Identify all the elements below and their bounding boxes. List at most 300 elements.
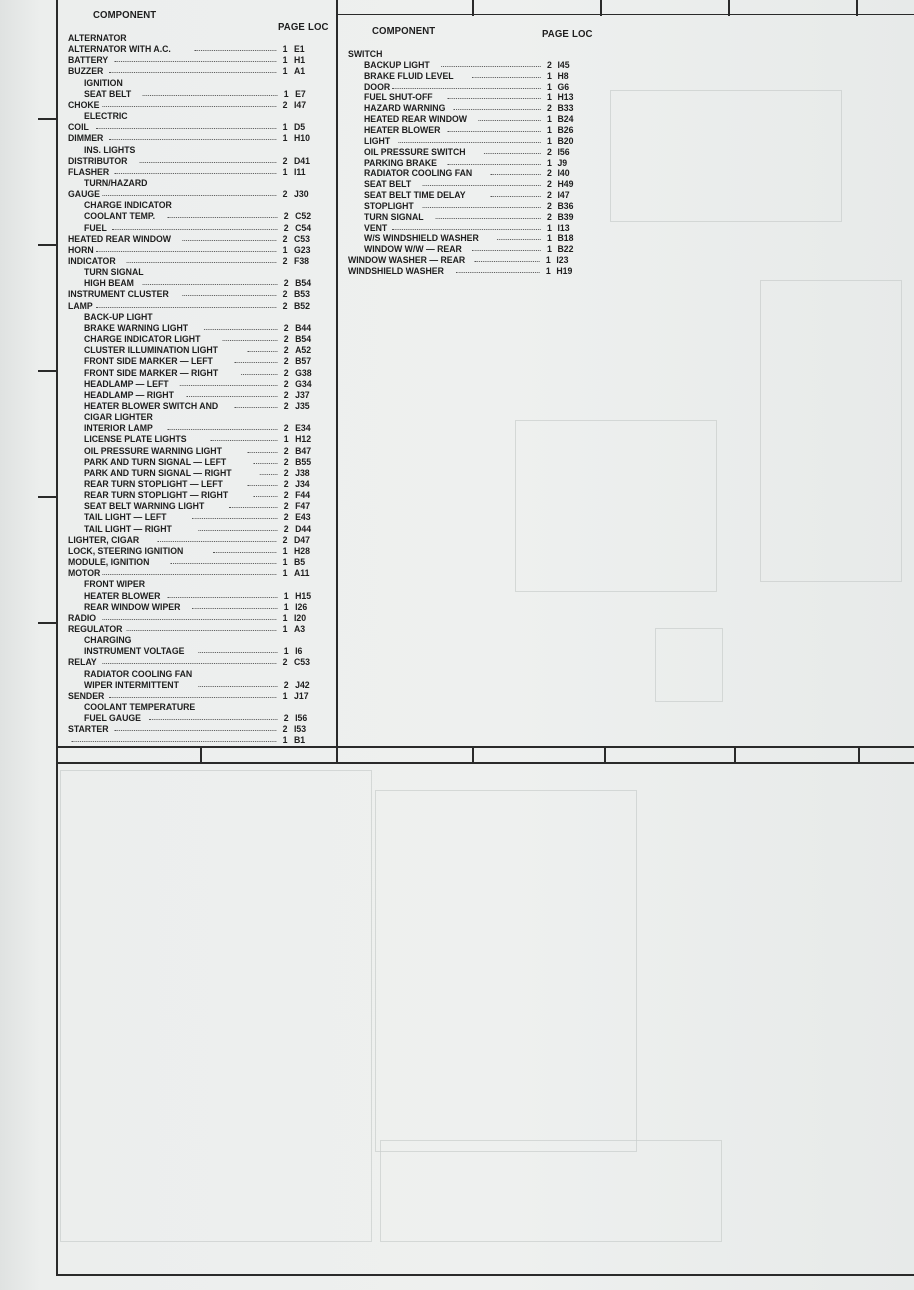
table-bottom-rule xyxy=(56,746,914,748)
grid-location: J34 xyxy=(295,478,310,489)
component-name: PARK AND TURN SIGNAL — RIGHT xyxy=(84,466,232,478)
index-row xyxy=(84,701,323,712)
page-number: 2 xyxy=(283,399,289,411)
page-number: 2 xyxy=(283,511,289,523)
leader-dots xyxy=(168,217,278,218)
index-row xyxy=(84,344,323,355)
index-row xyxy=(68,734,322,745)
index-row xyxy=(84,445,323,456)
grid-location: H15 xyxy=(295,589,312,601)
index-row xyxy=(68,623,322,634)
grid-location: H19 xyxy=(556,265,573,276)
page-number: 2 xyxy=(282,533,288,545)
grid-location: F44 xyxy=(295,489,311,501)
page-number: 2 xyxy=(283,444,289,456)
component-name: REGULATOR xyxy=(68,622,123,634)
leader-dots xyxy=(423,185,541,186)
leader-dots xyxy=(490,196,540,197)
component-name: HORN xyxy=(68,243,94,255)
index-row xyxy=(68,255,322,266)
index-row xyxy=(84,367,323,378)
component-name: INSTRUMENT VOLTAGE xyxy=(84,645,185,657)
grid-location: B24 xyxy=(557,113,574,125)
page-number: 1 xyxy=(283,433,289,445)
component-name: PARKING BRAKE xyxy=(364,156,437,168)
index-row xyxy=(68,545,322,556)
component-name: HIGH BEAM xyxy=(84,277,134,289)
index-row xyxy=(68,54,322,65)
leader-dots xyxy=(235,362,277,363)
grid-tick xyxy=(472,746,474,762)
grid-location: B33 xyxy=(557,102,574,114)
leader-dots xyxy=(170,563,276,564)
page-number: 2 xyxy=(547,189,552,201)
component-name: SENDER xyxy=(68,689,105,701)
leader-dots xyxy=(139,162,276,163)
page-number: 1 xyxy=(547,123,552,135)
leader-dots xyxy=(102,619,276,620)
component-name: FRONT SIDE MARKER — LEFT xyxy=(84,355,213,367)
component-name: LIGHTER, CIGAR xyxy=(68,533,140,545)
component-name: FLASHER xyxy=(68,165,110,177)
leader-dots xyxy=(474,261,539,262)
index-row xyxy=(84,467,323,478)
index-row xyxy=(84,712,323,723)
index-row xyxy=(84,500,323,511)
grid-location: I6 xyxy=(295,645,303,657)
page-number: 2 xyxy=(282,255,288,266)
grid-location: D47 xyxy=(293,533,310,545)
page-number: 2 xyxy=(283,355,289,367)
page-number: 2 xyxy=(547,145,552,157)
component-name: MODULE, IGNITION xyxy=(68,556,150,568)
index-row xyxy=(68,612,322,623)
page-number: 2 xyxy=(283,210,289,222)
index-row xyxy=(68,132,322,143)
index-row xyxy=(68,43,322,54)
leader-dots xyxy=(448,98,541,99)
component-name: CHARGING xyxy=(84,634,132,646)
grid-location: I47 xyxy=(557,189,570,201)
leader-dots xyxy=(213,552,276,553)
index-row xyxy=(84,679,323,690)
page-number: 2 xyxy=(547,102,552,114)
index-row xyxy=(84,322,323,333)
grid-location: A11 xyxy=(293,567,310,579)
leader-dots xyxy=(109,72,277,73)
page-number: 1 xyxy=(282,689,288,701)
index-row xyxy=(84,578,323,589)
component-name: TURN SIGNAL xyxy=(84,266,144,278)
page-number: 2 xyxy=(283,478,289,489)
leader-dots xyxy=(253,496,277,497)
margin-tick xyxy=(38,118,56,120)
grid-location: I11 xyxy=(293,165,306,177)
page-number: 1 xyxy=(282,65,288,77)
grid-tick xyxy=(600,0,602,16)
index-row xyxy=(68,155,322,166)
leader-dots xyxy=(456,272,540,273)
grid-location: B18 xyxy=(557,232,574,244)
index-row xyxy=(364,102,585,113)
index-row xyxy=(84,144,323,155)
page-number: 2 xyxy=(283,466,289,478)
index-row xyxy=(68,723,322,734)
leader-dots xyxy=(478,120,540,121)
grid-location: I20 xyxy=(293,611,307,623)
page-number: 1 xyxy=(282,622,288,634)
component-name: OIL PRESSURE SWITCH xyxy=(364,145,466,157)
grid-tick xyxy=(200,746,202,762)
component-name: BUZZER xyxy=(68,65,104,77)
column-divider xyxy=(336,0,338,762)
leader-dots xyxy=(127,630,276,631)
index-row xyxy=(84,668,323,679)
leader-dots xyxy=(149,719,277,720)
grid-location: B54 xyxy=(295,333,312,345)
index-row xyxy=(68,65,322,76)
leader-dots xyxy=(229,507,278,508)
leader-dots xyxy=(115,730,277,731)
index-row xyxy=(348,265,584,276)
component-name: CHARGE INDICATOR LIGHT xyxy=(84,333,201,345)
page-number: 1 xyxy=(282,611,288,623)
leader-dots xyxy=(115,61,277,62)
page-number: 1 xyxy=(545,265,551,276)
page-number: 2 xyxy=(283,712,289,724)
index-row xyxy=(364,200,585,211)
component-name: INSTRUMENT CLUSTER xyxy=(68,288,169,300)
leader-dots xyxy=(192,608,277,609)
index-row xyxy=(68,690,322,701)
component-name: SEAT BELT WARNING LIGHT xyxy=(84,500,205,512)
page-number: 1 xyxy=(282,54,288,66)
component-name: FRONT WIPER xyxy=(84,578,146,590)
index-row xyxy=(84,400,323,411)
leader-dots xyxy=(112,229,277,230)
page-number: 1 xyxy=(547,69,552,81)
grid-location: H1 xyxy=(293,54,306,66)
grid-tick xyxy=(856,0,858,16)
component-name: SWITCH xyxy=(348,48,383,59)
grid-location: E7 xyxy=(295,87,306,99)
component-name: DISTRIBUTOR xyxy=(68,154,128,166)
index-row xyxy=(84,634,323,645)
grid-location: J9 xyxy=(557,156,568,168)
leader-dots xyxy=(109,697,277,698)
component-name: BACK-UP LIGHT xyxy=(84,310,153,322)
component-name: STARTER xyxy=(68,723,109,735)
grid-location: D44 xyxy=(295,522,312,534)
grid-location: B52 xyxy=(293,299,310,311)
page-number: 2 xyxy=(283,522,289,534)
leader-dots xyxy=(472,250,541,251)
grid-location: I45 xyxy=(557,58,570,70)
leader-dots xyxy=(241,374,277,375)
grid-location: H28 xyxy=(293,544,310,556)
index-row xyxy=(84,590,323,601)
index-row xyxy=(84,355,323,366)
grid-location: J35 xyxy=(295,399,310,411)
page-number: 2 xyxy=(283,489,289,501)
page-number: 2 xyxy=(547,178,552,190)
index-row xyxy=(364,70,585,81)
leader-dots xyxy=(472,77,541,78)
grid-location: J42 xyxy=(295,678,310,690)
leader-dots xyxy=(454,109,541,110)
leader-dots xyxy=(180,385,278,386)
component-name: BRAKE WARNING LIGHT xyxy=(84,321,189,333)
grid-location: D41 xyxy=(293,154,310,166)
page-number: 2 xyxy=(547,210,552,222)
index-row xyxy=(84,411,323,422)
component-name: OIL PRESSURE WARNING LIGHT xyxy=(84,444,222,456)
page-number: 1 xyxy=(283,87,289,99)
leader-dots xyxy=(441,66,540,67)
leader-dots xyxy=(127,262,276,263)
page-number: 2 xyxy=(547,167,552,179)
grid-location: C52 xyxy=(295,210,312,222)
page-number: 2 xyxy=(283,388,289,400)
page-number: 2 xyxy=(282,656,288,668)
page-number: 1 xyxy=(547,243,552,255)
leader-dots xyxy=(143,95,277,96)
index-row xyxy=(364,211,585,222)
page-number: 1 xyxy=(547,91,552,103)
component-name: INS. LIGHTS xyxy=(84,143,136,155)
component-name: LOCK, STEERING IGNITION xyxy=(68,544,184,556)
page-number: 1 xyxy=(547,134,552,146)
grid-location: H8 xyxy=(557,69,569,81)
page-number: 2 xyxy=(283,344,289,356)
page-number: 2 xyxy=(283,455,289,467)
grid-location: I23 xyxy=(556,254,569,266)
component-name: MOTOR xyxy=(68,567,101,579)
grid-location: B53 xyxy=(293,288,310,300)
index-row xyxy=(364,135,585,146)
grid-location: C53 xyxy=(293,656,310,668)
grid-location: H49 xyxy=(557,178,574,190)
index-row xyxy=(364,243,585,254)
grid-location: B57 xyxy=(295,355,312,367)
index-row xyxy=(84,277,323,288)
component-name: SEAT BELT xyxy=(364,178,412,190)
grid-location: A52 xyxy=(295,344,312,356)
leader-dots xyxy=(247,351,277,352)
component-name: RADIATOR COOLING FAN xyxy=(84,667,193,679)
component-name: HEATED REAR WINDOW xyxy=(364,113,468,125)
page-number: 1 xyxy=(547,232,552,244)
index-row xyxy=(364,222,585,233)
index-row xyxy=(364,91,585,102)
grid-location: E1 xyxy=(293,43,305,55)
component-name: HEATED REAR WINDOW xyxy=(68,232,172,244)
leader-dots xyxy=(198,530,277,531)
index-row xyxy=(84,601,323,612)
index-row xyxy=(68,567,322,578)
leader-dots xyxy=(392,229,540,230)
leader-dots xyxy=(198,652,277,653)
leader-dots xyxy=(247,485,277,486)
component-name: TURN/HAZARD xyxy=(84,176,148,188)
index-row xyxy=(84,489,323,500)
index-row xyxy=(364,81,585,92)
page-number: 1 xyxy=(282,121,288,133)
component-name: REAR WINDOW WIPER xyxy=(84,600,181,612)
index-row xyxy=(84,422,323,433)
component-name: COOLANT TEMP. xyxy=(84,210,156,222)
page-number: 1 xyxy=(545,254,551,266)
component-name: SEAT BELT TIME DELAY xyxy=(364,189,466,201)
grid-location: I13 xyxy=(557,221,570,233)
grid-location: A1 xyxy=(293,65,306,77)
page-number: 1 xyxy=(547,80,552,92)
component-name: BACKUP LIGHT xyxy=(364,58,430,70)
leader-dots xyxy=(168,597,278,598)
component-name: FUEL GAUGE xyxy=(84,712,142,724)
index-row xyxy=(84,378,323,389)
leader-dots xyxy=(423,207,541,208)
grid-location: B44 xyxy=(295,321,312,333)
index-row xyxy=(84,88,323,99)
component-name: GAUGE xyxy=(68,188,100,200)
leader-dots xyxy=(182,240,276,241)
leader-dots xyxy=(247,452,277,453)
page-number: 1 xyxy=(282,243,288,255)
grid-location: B55 xyxy=(295,455,312,467)
index-row xyxy=(84,266,323,277)
page-number: 2 xyxy=(547,58,552,70)
component-name: BATTERY xyxy=(68,54,109,66)
leader-dots xyxy=(223,340,278,341)
page-number: 1 xyxy=(283,589,289,601)
grid-location: H10 xyxy=(293,132,310,144)
leader-dots xyxy=(204,329,277,330)
index-row xyxy=(84,645,323,656)
grid-location: B5 xyxy=(293,556,306,568)
grid-location: J37 xyxy=(295,388,310,400)
grid-location: B1 xyxy=(293,734,306,746)
page-number: 2 xyxy=(283,321,289,333)
page-number: 2 xyxy=(282,98,288,110)
index-row xyxy=(68,188,322,199)
page-number: 2 xyxy=(282,299,288,311)
index-row xyxy=(68,534,322,545)
leader-dots xyxy=(96,307,276,308)
grid-location: B20 xyxy=(557,134,574,146)
page-number: 1 xyxy=(282,132,288,144)
index-row xyxy=(68,99,322,110)
page-number: 1 xyxy=(282,43,288,55)
grid-location: I26 xyxy=(295,600,308,612)
page-number: 2 xyxy=(282,232,288,244)
component-name: FRONT SIDE MARKER — RIGHT xyxy=(84,366,219,378)
leader-dots xyxy=(186,396,278,397)
page-number: 1 xyxy=(282,734,288,746)
grid-location: E34 xyxy=(295,422,311,434)
leader-dots xyxy=(210,440,277,441)
component-name: TAIL LIGHT — LEFT xyxy=(84,511,167,523)
index-row xyxy=(68,656,322,667)
leader-dots xyxy=(198,686,277,687)
grid-location: G38 xyxy=(295,366,312,378)
leader-dots xyxy=(484,153,540,154)
grid-location: I40 xyxy=(557,167,570,179)
component-name: BRAKE FLUID LEVEL xyxy=(364,69,454,81)
component-name: VENT xyxy=(364,221,388,233)
page-number: 1 xyxy=(282,567,288,579)
component-name: TAIL LIGHT — RIGHT xyxy=(84,522,172,534)
page-number: 1 xyxy=(547,113,552,125)
leader-dots xyxy=(168,429,278,430)
component-name: WINDOW WASHER — REAR xyxy=(348,254,466,266)
index-row xyxy=(84,311,323,322)
page-number: 2 xyxy=(283,500,289,512)
component-name: INDICATOR xyxy=(68,255,116,266)
leader-dots xyxy=(448,131,541,132)
page-number: 2 xyxy=(283,366,289,378)
component-name: HEATER BLOWER xyxy=(364,123,441,135)
index-row xyxy=(364,232,585,243)
component-name: COIL xyxy=(68,121,89,133)
grid-location: H13 xyxy=(557,91,574,103)
page-number: 2 xyxy=(283,221,289,233)
index-row xyxy=(364,59,585,70)
component-index-left xyxy=(68,9,334,746)
leader-dots xyxy=(72,741,277,742)
index-row xyxy=(364,124,585,135)
component-name: TURN SIGNAL xyxy=(364,210,424,222)
component-name: INTERIOR LAMP xyxy=(84,422,153,434)
page-number: 1 xyxy=(282,165,288,177)
leader-dots xyxy=(435,218,540,219)
index-row xyxy=(84,199,323,210)
component-name: IGNITION xyxy=(84,76,123,88)
component-name: REAR TURN STOPLIGHT — RIGHT xyxy=(84,489,229,501)
grid-location: B36 xyxy=(557,199,574,211)
grid-tick xyxy=(604,746,606,762)
index-row xyxy=(84,511,323,522)
component-name: RELAY xyxy=(68,656,97,668)
index-row xyxy=(364,146,585,157)
component-name: COOLANT TEMPERATURE xyxy=(84,701,196,712)
component-name: ALTERNATOR xyxy=(68,32,127,43)
grid-location: B22 xyxy=(557,243,574,255)
index-row xyxy=(68,288,322,299)
component-name: ELECTRIC xyxy=(84,110,128,122)
header-loc: LOC xyxy=(572,28,593,41)
grid-location: I56 xyxy=(295,712,308,724)
grid-location: J30 xyxy=(293,188,309,200)
margin-tick xyxy=(38,496,56,498)
component-name: LAMP xyxy=(68,299,93,311)
page-number: 1 xyxy=(283,600,289,612)
leader-dots xyxy=(194,50,276,51)
component-name: SEAT BELT xyxy=(84,87,132,99)
grid-location: F38 xyxy=(293,255,310,266)
index-row xyxy=(84,478,323,489)
component-name: WIPER INTERMITTENT xyxy=(84,678,179,690)
component-index-right xyxy=(348,26,598,286)
page-number: 2 xyxy=(282,154,288,166)
leader-dots xyxy=(253,463,277,464)
leader-dots xyxy=(96,251,276,252)
component-name: LICENSE PLATE LIGHTS xyxy=(84,433,187,445)
leader-dots xyxy=(96,128,276,129)
component-name: RADIO xyxy=(68,611,97,623)
header-page: PAGE xyxy=(278,21,305,34)
component-name: HEADLAMP — LEFT xyxy=(84,377,169,389)
